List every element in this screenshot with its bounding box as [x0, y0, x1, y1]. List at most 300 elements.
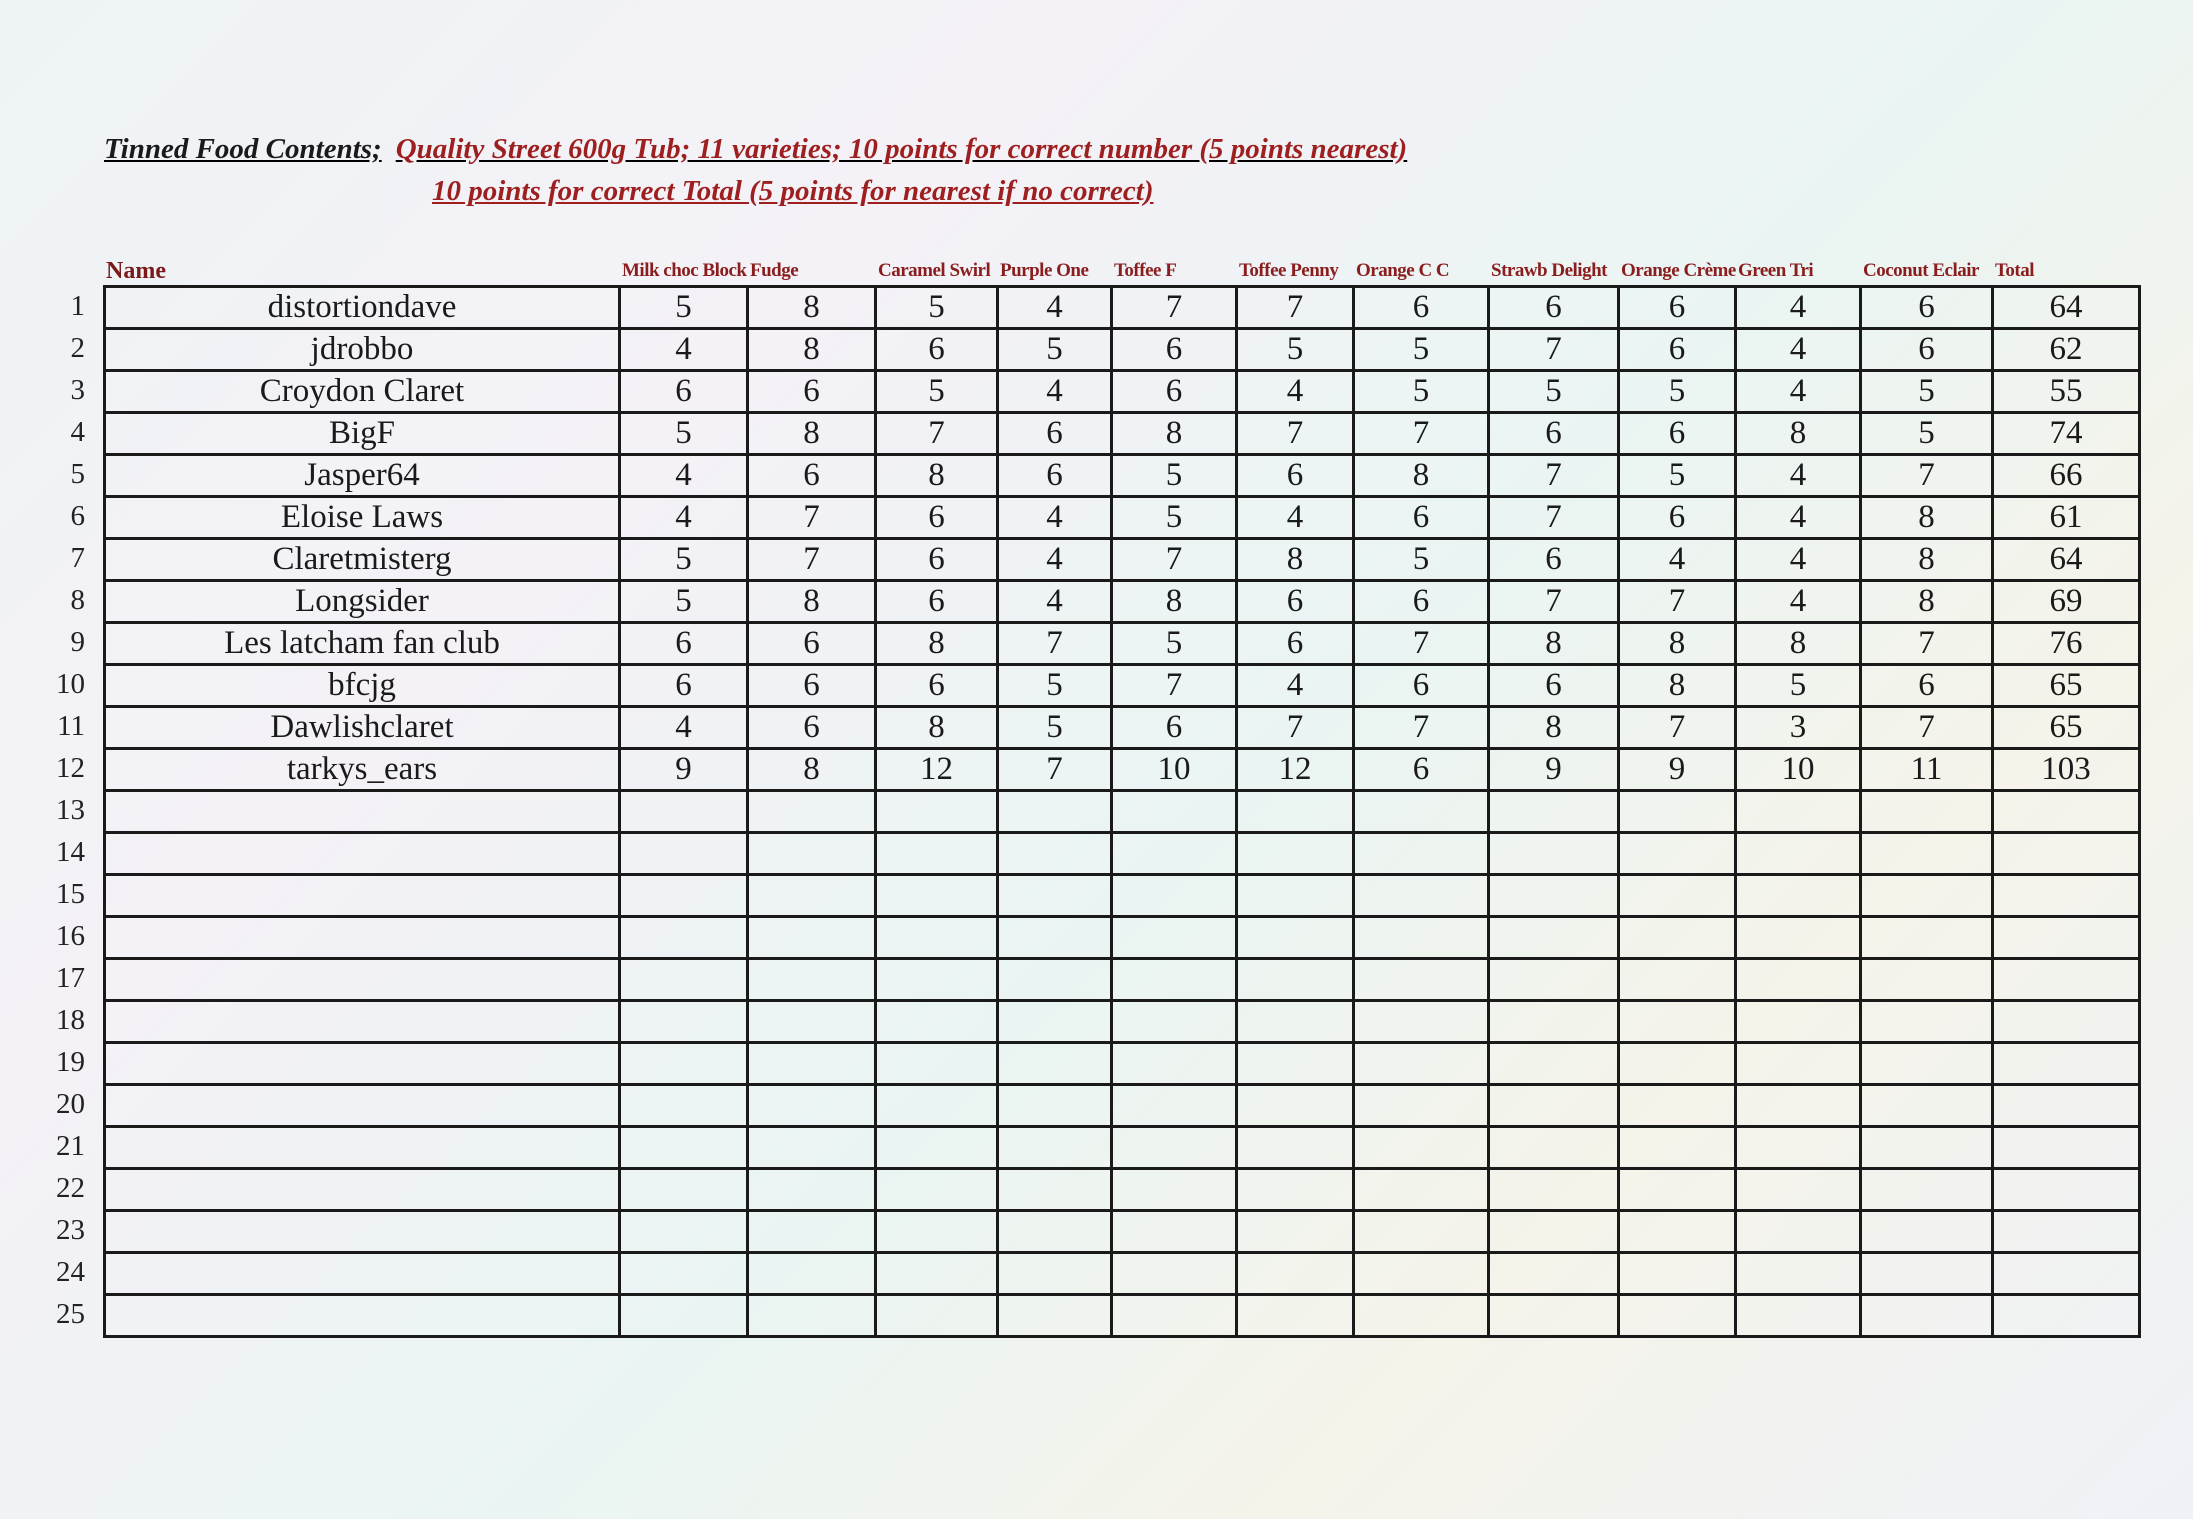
- row-number: 17: [56, 962, 85, 994]
- count-cell: 8: [876, 623, 998, 665]
- count-cell: 8: [1489, 707, 1619, 749]
- count-cell: 7: [748, 539, 876, 581]
- count-cell: 5: [620, 539, 748, 581]
- table-row: [105, 959, 2140, 1001]
- count-cell: 6: [1619, 287, 1736, 329]
- count-cell: 4: [998, 371, 1112, 413]
- count-cell: 8: [876, 707, 998, 749]
- table-row: [105, 665, 2140, 707]
- count-cell: [1861, 1253, 1993, 1295]
- count-cell: 6: [620, 371, 748, 413]
- count-cell: [620, 1169, 748, 1211]
- count-cell: [1489, 1085, 1619, 1127]
- count-cell: [1861, 1043, 1993, 1085]
- count-cell: [998, 1253, 1112, 1295]
- count-cell: [1237, 791, 1354, 833]
- count-cell: [1619, 1211, 1736, 1253]
- row-number: 21: [56, 1130, 85, 1162]
- count-cell: [1354, 875, 1489, 917]
- count-cell: [1237, 1127, 1354, 1169]
- count-cell: 6: [1237, 581, 1354, 623]
- count-cell: [998, 833, 1112, 875]
- table-row: [105, 1253, 2140, 1295]
- count-cell: 9: [620, 749, 748, 791]
- count-cell: 6: [1489, 287, 1619, 329]
- count-cell: 4: [1237, 371, 1354, 413]
- row-number: 7: [70, 542, 85, 574]
- entrant-name-cell: [105, 1211, 620, 1253]
- table-row: [105, 1211, 2140, 1253]
- count-cell: [748, 791, 876, 833]
- column-header: Toffee Penny: [1239, 260, 1339, 281]
- total-cell: 103: [1993, 749, 2140, 791]
- table-row: [105, 1085, 2140, 1127]
- count-cell: 5: [620, 287, 748, 329]
- count-cell: 8: [1112, 581, 1237, 623]
- row-number: 12: [56, 752, 85, 784]
- count-cell: 7: [1489, 455, 1619, 497]
- count-cell: [1489, 791, 1619, 833]
- row-number: 1: [70, 290, 85, 322]
- entrant-name-cell: tarkys_ears: [105, 749, 620, 791]
- count-cell: [1354, 1211, 1489, 1253]
- count-cell: [1736, 1295, 1861, 1337]
- entrant-name-cell: Dawlishclaret: [105, 707, 620, 749]
- count-cell: 6: [1861, 665, 1993, 707]
- count-cell: [876, 875, 998, 917]
- count-cell: 7: [998, 623, 1112, 665]
- count-cell: 8: [876, 455, 998, 497]
- row-number: 16: [56, 920, 85, 952]
- count-cell: [1489, 1043, 1619, 1085]
- count-cell: 6: [1112, 371, 1237, 413]
- count-cell: 7: [1112, 539, 1237, 581]
- column-header: Strawb Delight: [1491, 260, 1607, 281]
- count-cell: 12: [1237, 749, 1354, 791]
- count-cell: 9: [1489, 749, 1619, 791]
- count-cell: [876, 1127, 998, 1169]
- row-number: 13: [56, 794, 85, 826]
- count-cell: [1736, 1169, 1861, 1211]
- count-cell: 5: [1354, 371, 1489, 413]
- entrant-name-cell: [105, 1001, 620, 1043]
- count-cell: [748, 1001, 876, 1043]
- count-cell: 4: [1736, 539, 1861, 581]
- column-header: Fudge: [750, 260, 799, 281]
- count-cell: 7: [1112, 287, 1237, 329]
- count-cell: 4: [620, 497, 748, 539]
- entries-table: [103, 285, 2141, 1338]
- count-cell: [876, 1001, 998, 1043]
- count-cell: [748, 1295, 876, 1337]
- column-header: Orange Crème: [1621, 260, 1736, 281]
- total-cell: [1993, 875, 2140, 917]
- count-cell: [1861, 875, 1993, 917]
- count-cell: [1112, 1295, 1237, 1337]
- count-cell: 7: [1354, 707, 1489, 749]
- count-cell: [1861, 959, 1993, 1001]
- count-cell: 4: [1619, 539, 1736, 581]
- count-cell: [1619, 1001, 1736, 1043]
- count-cell: 8: [1619, 665, 1736, 707]
- count-cell: 6: [998, 413, 1112, 455]
- count-cell: [748, 1253, 876, 1295]
- count-cell: [1237, 959, 1354, 1001]
- count-cell: 8: [748, 413, 876, 455]
- count-cell: [998, 1211, 1112, 1253]
- count-cell: 8: [1237, 539, 1354, 581]
- count-cell: [748, 1043, 876, 1085]
- count-cell: [1489, 875, 1619, 917]
- count-cell: [1619, 833, 1736, 875]
- count-cell: [1354, 791, 1489, 833]
- total-cell: 65: [1993, 707, 2140, 749]
- count-cell: [1354, 1043, 1489, 1085]
- count-cell: 5: [1619, 371, 1736, 413]
- title-lead: Tinned Food Contents;: [104, 133, 382, 165]
- count-cell: 5: [998, 329, 1112, 371]
- count-cell: [620, 1085, 748, 1127]
- table-row: [105, 287, 2140, 329]
- count-cell: [620, 1043, 748, 1085]
- count-cell: [1237, 1085, 1354, 1127]
- count-cell: 4: [998, 539, 1112, 581]
- count-cell: [1619, 1295, 1736, 1337]
- count-cell: [620, 1001, 748, 1043]
- count-cell: [1237, 1211, 1354, 1253]
- count-cell: [1354, 917, 1489, 959]
- count-cell: 10: [1736, 749, 1861, 791]
- count-cell: 6: [1861, 287, 1993, 329]
- entrant-name-cell: [105, 917, 620, 959]
- count-cell: [1736, 1001, 1861, 1043]
- row-number: 5: [70, 458, 85, 490]
- total-cell: 74: [1993, 413, 2140, 455]
- total-cell: 69: [1993, 581, 2140, 623]
- count-cell: [876, 1043, 998, 1085]
- count-cell: 7: [1354, 623, 1489, 665]
- count-cell: [1619, 1085, 1736, 1127]
- count-cell: 6: [1489, 413, 1619, 455]
- count-cell: 11: [1861, 749, 1993, 791]
- count-cell: [876, 1211, 998, 1253]
- count-cell: 4: [1237, 497, 1354, 539]
- count-cell: 7: [1861, 707, 1993, 749]
- entrant-name-cell: [105, 1085, 620, 1127]
- count-cell: [1354, 1127, 1489, 1169]
- count-cell: [1736, 917, 1861, 959]
- count-cell: 8: [1861, 539, 1993, 581]
- count-cell: [1861, 1169, 1993, 1211]
- count-cell: [620, 917, 748, 959]
- entrant-name-cell: [105, 1295, 620, 1337]
- count-cell: [1112, 1253, 1237, 1295]
- count-cell: 5: [1354, 329, 1489, 371]
- count-cell: [1237, 917, 1354, 959]
- count-cell: [1112, 791, 1237, 833]
- count-cell: 6: [1354, 497, 1489, 539]
- count-cell: [620, 1211, 748, 1253]
- row-number: 4: [70, 416, 85, 448]
- table-row: [105, 1043, 2140, 1085]
- count-cell: [1736, 791, 1861, 833]
- count-cell: [1354, 1253, 1489, 1295]
- table-row: [105, 455, 2140, 497]
- count-cell: 6: [748, 455, 876, 497]
- table-row: [105, 371, 2140, 413]
- count-cell: 10: [1112, 749, 1237, 791]
- count-cell: 4: [1736, 371, 1861, 413]
- count-cell: 6: [1619, 329, 1736, 371]
- count-cell: 7: [1861, 623, 1993, 665]
- count-cell: [748, 1127, 876, 1169]
- row-number: 3: [70, 374, 85, 406]
- count-cell: [998, 791, 1112, 833]
- name-column-header: Name: [106, 258, 166, 284]
- count-cell: [876, 1295, 998, 1337]
- count-cell: [1736, 1127, 1861, 1169]
- count-cell: [1237, 1043, 1354, 1085]
- count-cell: [1489, 1001, 1619, 1043]
- row-number: 19: [56, 1046, 85, 1078]
- count-cell: 6: [1237, 455, 1354, 497]
- count-cell: [1354, 1169, 1489, 1211]
- count-cell: 6: [1112, 707, 1237, 749]
- count-cell: 6: [1354, 665, 1489, 707]
- count-cell: [998, 1127, 1112, 1169]
- total-cell: [1993, 1295, 2140, 1337]
- count-cell: 4: [1736, 581, 1861, 623]
- count-cell: [620, 791, 748, 833]
- count-cell: 7: [1237, 287, 1354, 329]
- count-cell: 8: [748, 749, 876, 791]
- count-cell: 6: [876, 329, 998, 371]
- count-cell: 4: [1736, 455, 1861, 497]
- count-cell: [1619, 1169, 1736, 1211]
- row-number: 2: [70, 332, 85, 364]
- count-cell: [620, 875, 748, 917]
- count-cell: 5: [1112, 455, 1237, 497]
- row-number: 23: [56, 1214, 85, 1246]
- count-cell: 7: [1237, 707, 1354, 749]
- entrant-name-cell: [105, 875, 620, 917]
- count-cell: 5: [1861, 413, 1993, 455]
- entrant-name-cell: Eloise Laws: [105, 497, 620, 539]
- count-cell: [1861, 791, 1993, 833]
- count-cell: [748, 875, 876, 917]
- count-cell: [1489, 1253, 1619, 1295]
- column-header: Purple One: [1000, 260, 1089, 281]
- count-cell: [998, 1043, 1112, 1085]
- count-cell: 8: [1861, 497, 1993, 539]
- count-cell: [876, 833, 998, 875]
- count-cell: 4: [1736, 329, 1861, 371]
- count-cell: 8: [1736, 623, 1861, 665]
- count-cell: [1112, 917, 1237, 959]
- row-number: 10: [56, 668, 85, 700]
- total-cell: [1993, 833, 2140, 875]
- count-cell: [1489, 959, 1619, 1001]
- count-cell: [1619, 1127, 1736, 1169]
- count-cell: [1489, 1295, 1619, 1337]
- row-number: 14: [56, 836, 85, 868]
- table-row: [105, 749, 2140, 791]
- count-cell: [1354, 833, 1489, 875]
- count-cell: 5: [998, 707, 1112, 749]
- count-cell: [1861, 917, 1993, 959]
- count-cell: 5: [620, 413, 748, 455]
- count-cell: 4: [998, 287, 1112, 329]
- count-cell: [1736, 1211, 1861, 1253]
- count-cell: [1489, 1127, 1619, 1169]
- total-cell: [1993, 1043, 2140, 1085]
- count-cell: [876, 791, 998, 833]
- total-cell: 64: [1993, 539, 2140, 581]
- total-cell: [1993, 791, 2140, 833]
- entrant-name-cell: [105, 1253, 620, 1295]
- total-cell: [1993, 1085, 2140, 1127]
- count-cell: 8: [748, 329, 876, 371]
- table-row: [105, 707, 2140, 749]
- count-cell: 6: [1112, 329, 1237, 371]
- count-cell: [1736, 1253, 1861, 1295]
- row-number: 9: [70, 626, 85, 658]
- table-row: [105, 791, 2140, 833]
- count-cell: 5: [1736, 665, 1861, 707]
- count-cell: 4: [998, 581, 1112, 623]
- count-cell: [620, 959, 748, 1001]
- count-cell: 6: [998, 455, 1112, 497]
- entrant-name-cell: [105, 791, 620, 833]
- count-cell: 5: [1112, 497, 1237, 539]
- count-cell: [876, 1169, 998, 1211]
- count-cell: 6: [748, 665, 876, 707]
- column-header: Coconut Eclair: [1863, 260, 1979, 281]
- count-cell: [748, 1085, 876, 1127]
- title-rule-2: 10 points for correct Total (5 points for nearest if no correct): [432, 175, 1154, 207]
- total-cell: [1993, 959, 2140, 1001]
- table-row: [105, 833, 2140, 875]
- count-cell: [1861, 1211, 1993, 1253]
- count-cell: 9: [1619, 749, 1736, 791]
- row-number: 20: [56, 1088, 85, 1120]
- count-cell: [748, 917, 876, 959]
- count-cell: [1112, 875, 1237, 917]
- count-cell: [1237, 1253, 1354, 1295]
- total-cell: [1993, 1169, 2140, 1211]
- total-cell: 62: [1993, 329, 2140, 371]
- count-cell: 7: [1489, 581, 1619, 623]
- count-cell: [1736, 959, 1861, 1001]
- count-cell: 5: [1237, 329, 1354, 371]
- count-cell: 4: [998, 497, 1112, 539]
- count-cell: 12: [876, 749, 998, 791]
- count-cell: [1112, 1085, 1237, 1127]
- entrant-name-cell: Jasper64: [105, 455, 620, 497]
- column-header: Orange C C: [1356, 260, 1450, 281]
- count-cell: [1354, 1295, 1489, 1337]
- count-cell: [876, 917, 998, 959]
- count-cell: 4: [620, 455, 748, 497]
- table-row: [105, 1001, 2140, 1043]
- column-header: Milk choc Block: [622, 260, 747, 281]
- column-header: Caramel Swirl: [878, 260, 991, 281]
- count-cell: 7: [748, 497, 876, 539]
- count-cell: [1619, 875, 1736, 917]
- table-row: [105, 917, 2140, 959]
- count-cell: 7: [1489, 329, 1619, 371]
- count-cell: 6: [748, 623, 876, 665]
- count-cell: [1861, 1001, 1993, 1043]
- count-cell: [1619, 917, 1736, 959]
- title-rule-1: Quality Street 600g Tub; 11 varieties; 10 points for correct number (5 points nearest): [395, 133, 1408, 165]
- total-cell: [1993, 917, 2140, 959]
- count-cell: [1736, 875, 1861, 917]
- count-cell: [1489, 1211, 1619, 1253]
- count-cell: [1736, 1043, 1861, 1085]
- count-cell: 7: [1861, 455, 1993, 497]
- row-number: 8: [70, 584, 85, 616]
- entrant-name-cell: [105, 959, 620, 1001]
- count-cell: [748, 1211, 876, 1253]
- count-cell: [1619, 1043, 1736, 1085]
- entrant-name-cell: bfcjg: [105, 665, 620, 707]
- count-cell: [748, 959, 876, 1001]
- table-row: [105, 497, 2140, 539]
- entrant-name-cell: Longsider: [105, 581, 620, 623]
- count-cell: [620, 833, 748, 875]
- count-cell: 4: [620, 707, 748, 749]
- table-row: [105, 1169, 2140, 1211]
- total-cell: [1993, 1211, 2140, 1253]
- entrant-name-cell: [105, 1127, 620, 1169]
- count-cell: [998, 875, 1112, 917]
- count-cell: [1237, 1001, 1354, 1043]
- row-number: 25: [56, 1298, 85, 1330]
- count-cell: [876, 1085, 998, 1127]
- table-row: [105, 581, 2140, 623]
- count-cell: [1861, 833, 1993, 875]
- count-cell: 5: [1619, 455, 1736, 497]
- count-cell: 7: [1489, 497, 1619, 539]
- count-cell: [620, 1253, 748, 1295]
- column-header: Toffee F: [1114, 260, 1177, 281]
- entrant-name-cell: [105, 1043, 620, 1085]
- count-cell: 3: [1736, 707, 1861, 749]
- table-row: [105, 1295, 2140, 1337]
- count-cell: [1354, 1001, 1489, 1043]
- row-number: 6: [70, 500, 85, 532]
- table-row: [105, 329, 2140, 371]
- count-cell: [1489, 917, 1619, 959]
- column-headers: [0, 260, 2193, 288]
- entrant-name-cell: jdrobbo: [105, 329, 620, 371]
- count-cell: [1861, 1085, 1993, 1127]
- count-cell: [998, 1085, 1112, 1127]
- count-cell: 8: [748, 581, 876, 623]
- column-header: Total: [1995, 260, 2035, 281]
- count-cell: 8: [1736, 413, 1861, 455]
- count-cell: [1237, 1295, 1354, 1337]
- table-row: [105, 413, 2140, 455]
- count-cell: 6: [876, 665, 998, 707]
- count-cell: 5: [998, 665, 1112, 707]
- count-cell: [1112, 833, 1237, 875]
- count-cell: 5: [620, 581, 748, 623]
- count-cell: 8: [1861, 581, 1993, 623]
- row-number: 22: [56, 1172, 85, 1204]
- count-cell: [1112, 1127, 1237, 1169]
